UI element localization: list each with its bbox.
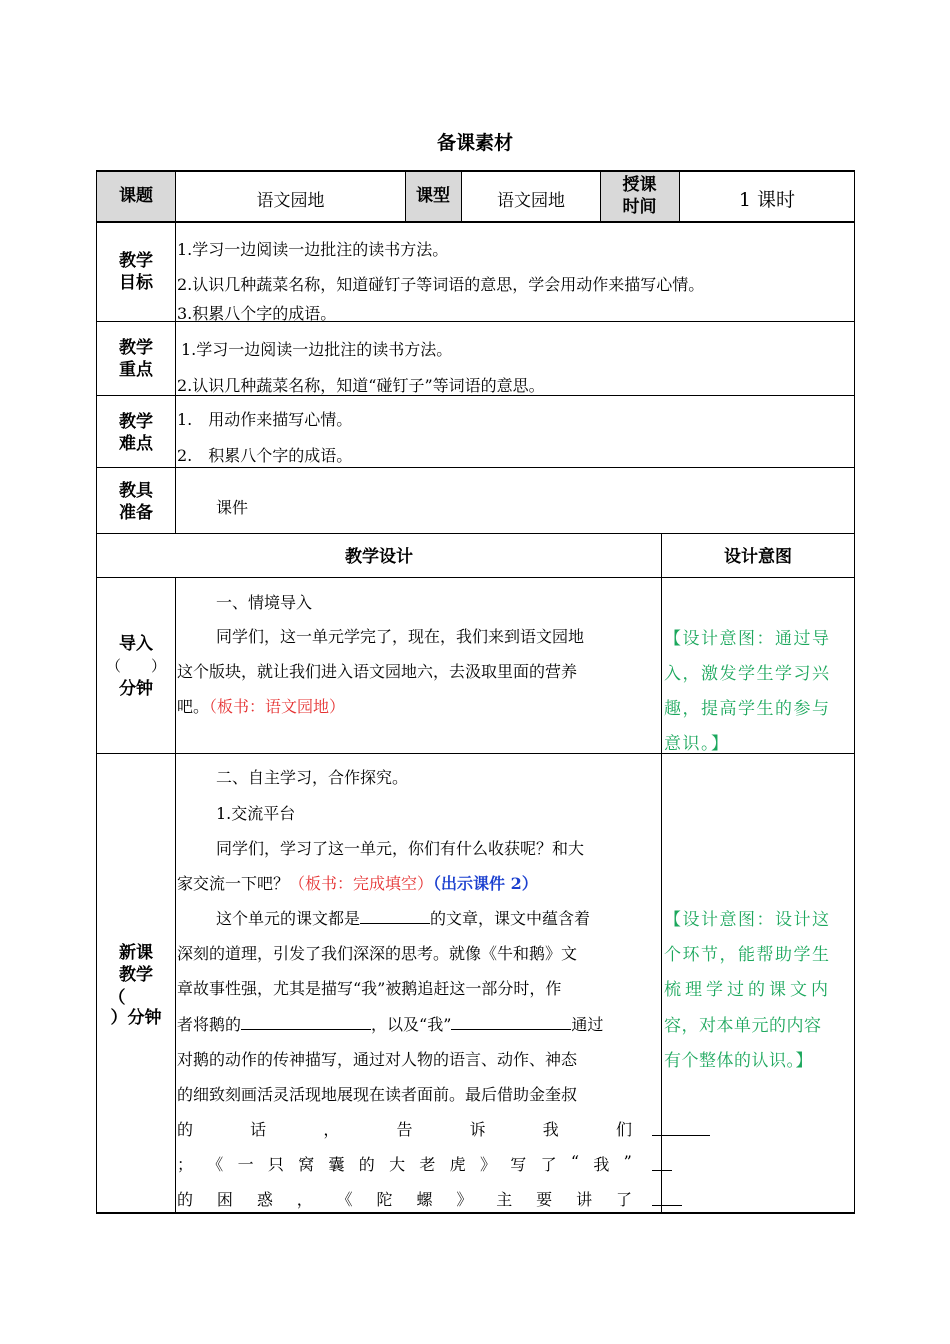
newlesson-slide-note: （出示课件 2） — [433, 874, 538, 893]
newlesson-p2-line-1-b: 的文章，课文中蕴含着 — [430, 909, 591, 928]
newlesson-label-line4: ）分钟 — [110, 1008, 162, 1028]
newlesson-label-line2: 教学 — [119, 965, 153, 985]
intro-label-line1: 导入 — [119, 634, 153, 654]
newlesson-board-note: （板书：完成填空） — [289, 874, 434, 893]
justified-char: 》 — [479, 1155, 496, 1174]
justified-char: 话 — [250, 1120, 267, 1139]
type-label: 课型 — [416, 186, 450, 206]
newlesson-intent-line-4: 容，对本单元的内容 — [664, 1016, 822, 1036]
intro-board-note: （板书：语文园地） — [209, 697, 346, 716]
newlesson-p2-line-7 — [177, 1117, 632, 1140]
newlesson-intent-line-5: 有个整体的认识。】 — [664, 1051, 813, 1071]
keypoints-label-line1: 教学 — [119, 338, 153, 358]
newlesson-p2-line-3: 章故事性强，尤其是描写“我”被鹅追赶这一部分时，作 — [177, 979, 562, 998]
difficulties-label-line1: 教学 — [119, 412, 153, 432]
page-title: 备课素材 — [436, 132, 513, 154]
newlesson-intent-line-3: 梳理学过的课文内 — [664, 980, 832, 1000]
topic-value: 语文园地 — [256, 191, 325, 211]
blank-6[interactable] — [652, 1205, 682, 1206]
justified-char: 告 — [396, 1120, 413, 1139]
blank-4[interactable] — [652, 1135, 710, 1136]
justified-char: 讲 — [576, 1190, 593, 1209]
justified-char: 大 — [389, 1155, 406, 1174]
topic-label: 课题 — [119, 186, 153, 206]
time-label-line2: 时间 — [622, 197, 657, 217]
blank-1[interactable] — [360, 906, 430, 924]
goal-item-3: 3.积累八个字的成语。 — [177, 304, 337, 323]
newlesson-label-line1: 新课 — [119, 943, 153, 963]
newlesson-p2-line-4 — [177, 1012, 603, 1035]
newlesson-label-line3: （ — [108, 988, 126, 1008]
justified-char: 老 — [419, 1155, 436, 1174]
justified-char: 的 — [177, 1120, 194, 1139]
newlesson-p2-line-6: 的细致刻画活灵活现地展现在读者面前。最后借助金奎叔 — [177, 1085, 578, 1104]
difficulty-item-2: 2. 积累八个字的成语。 — [177, 446, 353, 465]
newlesson-p2-line-4-b: ，以及“我” — [371, 1015, 452, 1034]
newlesson-intent-line-2: 个环节，能帮助学生 — [664, 945, 831, 965]
newlesson-p2-line-1 — [216, 906, 590, 929]
justified-char: 一 — [237, 1155, 254, 1174]
justified-char: 的 — [358, 1155, 375, 1174]
intro-line-3-text: 吧。 — [177, 697, 210, 716]
justified-char: ， — [296, 1190, 313, 1209]
tools-label-line2: 准备 — [119, 503, 153, 523]
intro-label-line2: （ ） — [105, 657, 166, 675]
justified-char: 》 — [456, 1190, 473, 1209]
intro-label-line3: 分钟 — [119, 679, 153, 699]
newlesson-p2-line-4-a: 者将鹅的 — [177, 1015, 242, 1034]
tools-value: 课件 — [216, 498, 249, 517]
newlesson-p1-line-1: 同学们，学习了这一单元，你们有什么收获呢？和大 — [216, 839, 585, 858]
design-header-right: 设计意图 — [724, 547, 792, 567]
intro-heading: 一、情境导入 — [216, 593, 313, 612]
justified-char: 写 — [510, 1155, 527, 1174]
intro-intent-line-2: 入，激发学生学习兴 — [664, 664, 831, 684]
justified-char: 螺 — [416, 1190, 433, 1209]
goals-label-line1: 教学 — [119, 251, 153, 271]
newlesson-subheading: 1.交流平台 — [216, 804, 296, 823]
design-header-left: 教学设计 — [345, 547, 413, 567]
difficulty-item-1: 1. 用动作来描写心情。 — [177, 410, 353, 429]
intro-line-2: 这个版块，就让我们进入语文园地六，去汲取里面的营养 — [177, 662, 578, 681]
justified-char: 我 — [542, 1120, 559, 1139]
justified-char: 《 — [336, 1190, 353, 1209]
goal-item-2: 2.认识几种蔬菜名称，知道碰钉子等词语的意思，学会用动作来描写心情。 — [177, 275, 705, 294]
justified-char: 惑 — [256, 1190, 273, 1209]
justified-char: 虎 — [449, 1155, 466, 1174]
justified-char: 囊 — [328, 1155, 345, 1174]
justified-char: 要 — [536, 1190, 553, 1209]
newlesson-p2-line-9 — [177, 1187, 632, 1210]
justified-char: 诉 — [469, 1120, 486, 1139]
newlesson-p2-line-8 — [177, 1152, 632, 1175]
tools-label-line1: 教具 — [119, 481, 153, 501]
time-label-line1: 授课 — [622, 175, 657, 195]
justified-char: 陀 — [376, 1190, 393, 1209]
newlesson-p2-line-5: 对鹅的动作的传神描写，通过对人物的语言、动作、神态 — [177, 1050, 578, 1069]
blank-2[interactable] — [241, 1012, 371, 1030]
intro-line-1: 同学们，这一单元学完了，现在，我们来到语文园地 — [216, 627, 585, 646]
intro-line-3 — [177, 694, 345, 717]
justified-char: 们 — [615, 1120, 632, 1139]
newlesson-p1-line-2-text: 家交流一下吧？ — [177, 874, 290, 893]
goal-item-1: 1.学习一边阅读一边批注的读书方法。 — [177, 240, 449, 259]
goals-label-line2: 目标 — [119, 273, 153, 293]
blank-5[interactable] — [652, 1170, 672, 1171]
justified-char: 我 — [593, 1155, 610, 1174]
justified-char: 的 — [177, 1190, 194, 1209]
justified-char: 了 — [540, 1155, 557, 1174]
justified-char: 困 — [216, 1190, 233, 1209]
keypoint-item-2: 2.认识几种蔬菜名称，知道“碰钉子”等词语的意思。 — [177, 376, 545, 395]
keypoints-label-line2: 重点 — [119, 360, 153, 380]
justified-char: 只 — [267, 1155, 284, 1174]
intro-intent-line-4: 意识。】 — [664, 734, 730, 754]
newlesson-p2-line-1-a: 这个单元的课文都是 — [216, 909, 361, 928]
justified-char: 《 — [207, 1155, 224, 1174]
time-value: 1 课时 — [738, 189, 796, 211]
newlesson-p1-line-2 — [177, 871, 538, 894]
intro-intent-line-3: 趣，提高学生的参与 — [664, 699, 831, 719]
newlesson-p2-line-2: 深刻的道理，引发了我们深深的思考。就像《牛和鹅》文 — [177, 944, 578, 963]
justified-char: “ — [570, 1152, 580, 1171]
justified-char: 窝 — [298, 1155, 315, 1174]
justified-char: 了 — [615, 1190, 632, 1209]
newlesson-intent-line-1: 【设计意图：设计这 — [664, 910, 831, 930]
difficulties-label-line2: 难点 — [119, 434, 153, 454]
justified-char: 主 — [496, 1190, 513, 1209]
type-value: 语文园地 — [497, 191, 565, 211]
justified-char: ” — [623, 1152, 632, 1171]
newlesson-p2-line-4-c: 通过 — [571, 1015, 604, 1034]
blank-3[interactable] — [451, 1012, 571, 1030]
keypoint-item-1: 1.学习一边阅读一边批注的读书方法。 — [181, 340, 453, 359]
newlesson-heading: 二、自主学习，合作探究。 — [216, 768, 409, 787]
intro-intent-line-1: 【设计意图：通过导 — [664, 629, 831, 649]
justified-char: ， — [323, 1120, 340, 1139]
justified-char: ； — [177, 1155, 194, 1174]
